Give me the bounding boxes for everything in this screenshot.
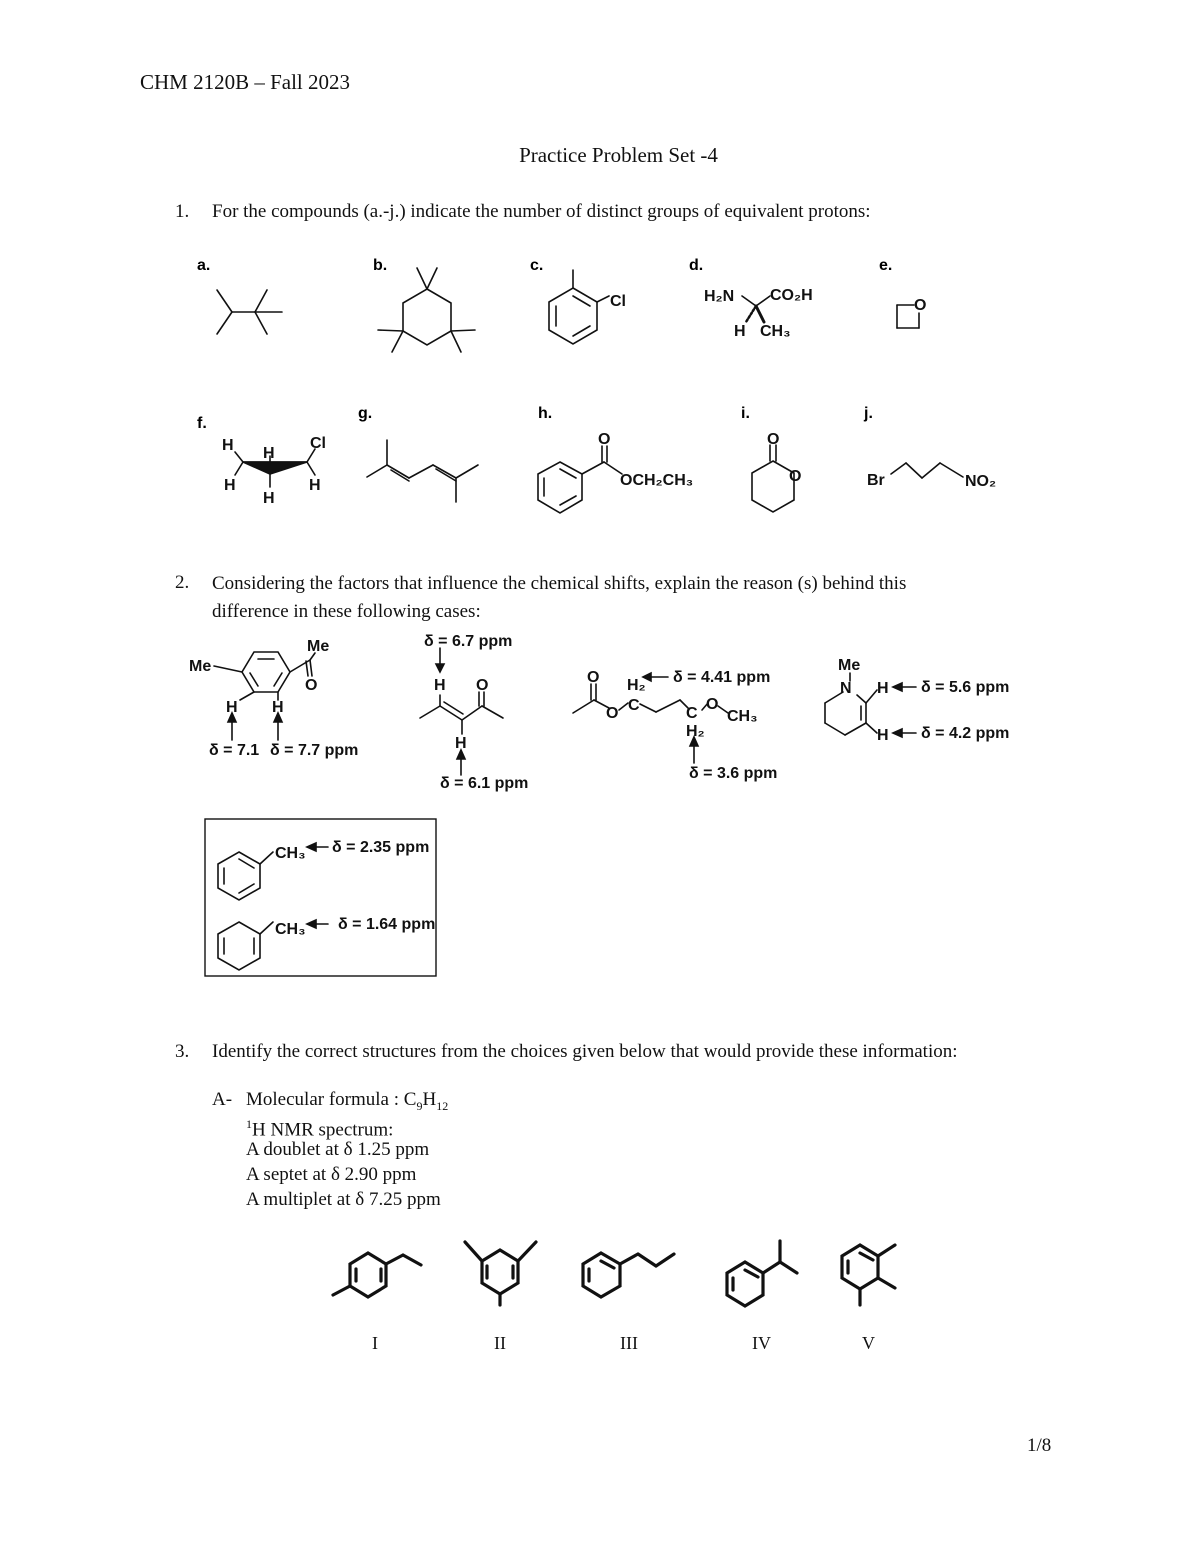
q1-number: 1. (175, 201, 190, 222)
atom-label: H₂ (627, 677, 646, 694)
choice-label-III: III (620, 1333, 638, 1353)
choice-label-V: V (862, 1333, 875, 1353)
atom-label: δ = 5.6 ppm (921, 679, 1010, 696)
atom-label: H (877, 680, 889, 697)
q2-structure-3 (573, 677, 728, 763)
page-title: Practice Problem Set -4 (519, 143, 718, 167)
atom-label: δ = 7.7 ppm (270, 742, 359, 759)
atom-label: H (434, 677, 446, 694)
q3-nmr-line-3: A multiplet at δ 7.25 ppm (246, 1189, 441, 1210)
atom-label: NO₂ (965, 473, 997, 490)
atom-label: CO₂H (770, 287, 813, 304)
atom-label: CH₃ (760, 323, 791, 340)
choice-structure-IV (727, 1241, 797, 1306)
q3-nmr-heading: $^1$H NMR spectrum: (246, 1117, 394, 1141)
choice-label-I: I (372, 1333, 378, 1353)
atom-label: Cl (310, 435, 326, 452)
q3-molecular-formula: Molecular formula : $C_9H_{12}$ (246, 1089, 449, 1113)
label-f: f. (197, 415, 207, 432)
choice-structure-I (333, 1253, 421, 1297)
atom-label: Me (189, 658, 212, 675)
atom-label: CH₃ (275, 921, 306, 938)
choice-structure-II (465, 1242, 536, 1305)
q2-number: 2. (175, 572, 190, 593)
structure-b (378, 268, 475, 352)
q3-nmr-line-2: A septet at δ 2.90 ppm (246, 1164, 417, 1185)
q3-part-a-label: A- (212, 1089, 233, 1110)
structure-a (217, 290, 282, 334)
atom-label: OCH₂CH₃ (620, 472, 694, 489)
structure-i (752, 445, 794, 512)
structure-c (549, 270, 609, 344)
structure-g (367, 440, 478, 502)
label-d: d. (689, 257, 704, 274)
atom-label: H (309, 477, 321, 494)
label-b: b. (373, 257, 388, 274)
atom-label: H (263, 490, 275, 507)
q2-structure-1 (214, 652, 318, 740)
atom-label: O (606, 705, 619, 722)
atom-label: Br (867, 472, 885, 489)
choice-label-II: II (494, 1333, 506, 1353)
structure-d (742, 296, 770, 322)
q2-text-line1: Considering the factors that influence the chemical shifts, explain the reason (s) behind this (212, 573, 907, 594)
atom-label: Me (838, 657, 861, 674)
q3-text: Identify the correct structures from the choices given below that would provide these information: (212, 1041, 958, 1062)
structure-h (538, 446, 622, 513)
structure-j (891, 463, 963, 478)
atom-label: C (686, 705, 698, 722)
atom-label: H (455, 735, 467, 752)
atom-label: O (587, 669, 600, 686)
label-i: i. (741, 405, 750, 422)
page-number: 1/8 (1027, 1435, 1052, 1456)
atom-label: δ = 7.1 (209, 742, 260, 759)
atom-label: O (789, 468, 802, 485)
atom-label: H (224, 477, 236, 494)
label-j: j. (864, 405, 873, 422)
atom-label: H (734, 323, 746, 340)
atom-label: H (222, 437, 234, 454)
atom-label: O (914, 297, 927, 314)
atom-label: O (598, 431, 611, 448)
atom-label: H (226, 699, 238, 716)
atom-label: CH₃ (275, 845, 306, 862)
choice-label-IV: IV (752, 1333, 771, 1353)
label-a: a. (197, 257, 211, 274)
atom-label: C (628, 697, 640, 714)
label-e: e. (879, 257, 893, 274)
atom-label: CH₃ (727, 708, 758, 725)
atom-label: δ = 3.6 ppm (689, 765, 778, 782)
label-h: h. (538, 405, 553, 422)
atom-label: O (476, 677, 489, 694)
q3-number: 3. (175, 1041, 190, 1062)
q2-text-line2: difference in these following cases: (212, 601, 481, 622)
atom-label: H (272, 699, 284, 716)
choice-structure-III (583, 1253, 674, 1297)
q2-box-structures (218, 847, 328, 970)
atom-label: δ = 2.35 ppm (332, 839, 430, 856)
choice-structure-V (842, 1245, 895, 1305)
atom-label: δ = 4.41 ppm (673, 669, 771, 686)
atom-label: δ = 1.64 ppm (338, 916, 436, 933)
q3-nmr-line-1: A doublet at δ 1.25 ppm (246, 1139, 430, 1160)
atom-label: O (767, 431, 780, 448)
atom-label: N (840, 680, 852, 697)
atom-label: Cl (610, 293, 626, 310)
q1-text: For the compounds (a.-j.) indicate the number of distinct groups of equivalent protons: (212, 201, 871, 222)
atom-label: H (263, 445, 275, 462)
atom-label: δ = 6.1 ppm (440, 775, 529, 792)
label-g: g. (358, 405, 373, 422)
atom-label: H (877, 727, 889, 744)
atom-label: δ = 6.7 ppm (424, 633, 513, 650)
atom-label: Me (307, 638, 330, 655)
atom-label: O (706, 696, 719, 713)
structure-f (235, 449, 315, 487)
atom-label: δ = 4.2 ppm (921, 725, 1010, 742)
course-header: CHM 2120B – Fall 2023 (140, 70, 351, 94)
atom-label: O (305, 677, 318, 694)
label-c: c. (530, 257, 544, 274)
atom-label: H₂ (686, 723, 705, 740)
atom-label: H₂N (704, 288, 735, 305)
